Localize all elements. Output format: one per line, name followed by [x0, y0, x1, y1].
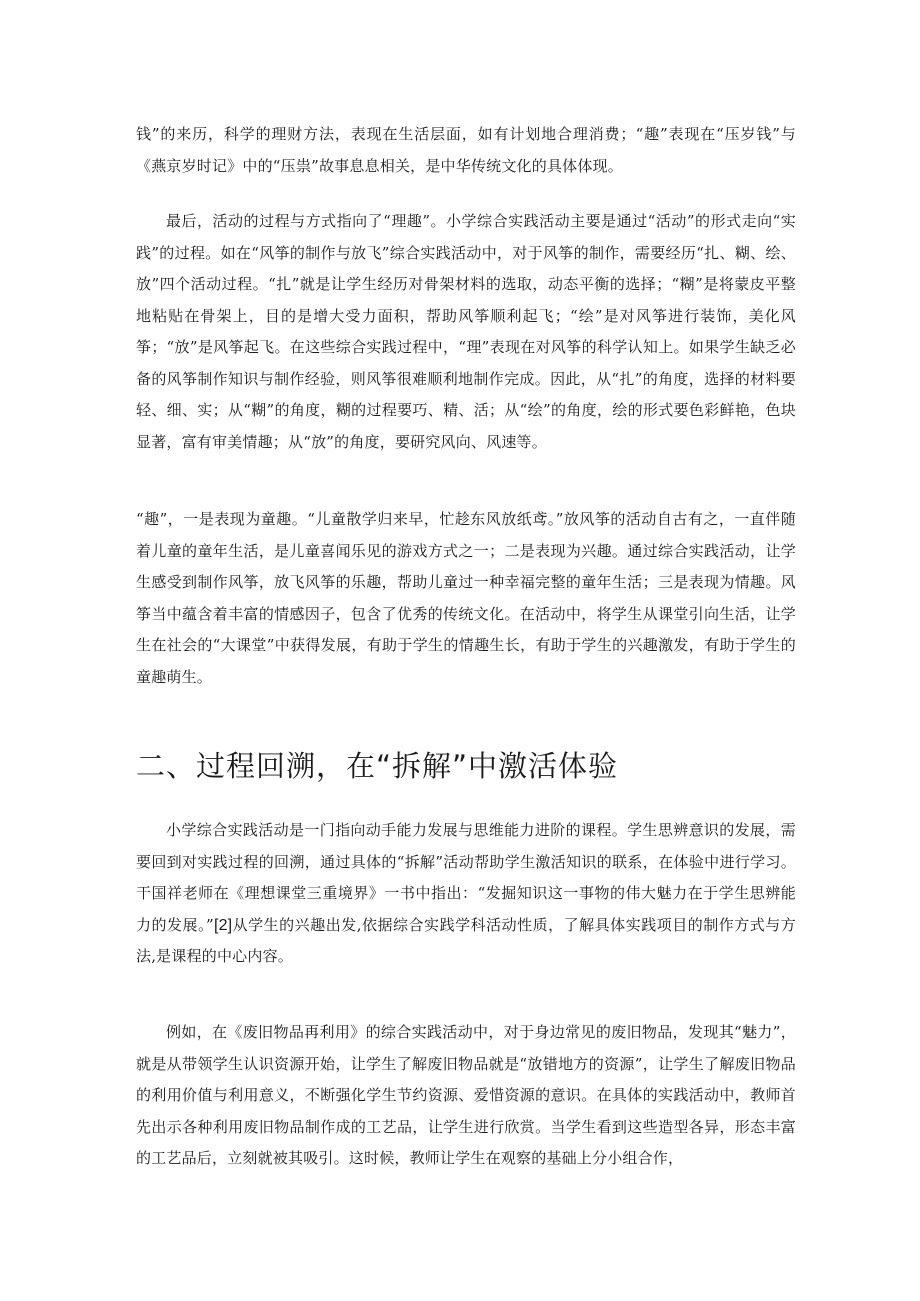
citation-reference: [2] [213, 916, 233, 934]
paragraph-process-review [136, 815, 796, 973]
paragraph-kite-fun: “趣”，一是表现为童趣。“儿童散学归来早，忙趁东风放纸鸢。”放风筝的活动自古有之，一直伴随着儿童的童年生活，是儿童喜闻乐见的游戏方式之一；二是表现为兴趣。通过综合实践活动，让学生感受到制作风筝，放飞风筝的乐趣，帮助儿童过一种幸福完整的童年生活；三是表现为情趣。风筝当中蕴含着丰富的情感因子，包含了优秀的传统文化。在活动中，将学生从课堂引向生活，让学生在社会的“大课堂”中获得发展，有助于学生的情趣生长，有助于学生的兴趣激发，有助于学生的童趣萌生。 [136, 510, 796, 686]
paragraph-process-review-text-a: 小学综合实践活动是一门指向动手能力发展与思维能力进阶的课程。学生思辨意识的发展，需要回到对实践过程的回溯，通过具体的“拆解”活动帮助学生激活知识的联系，在体验中进行学习。干国祥老师在《理想课堂三重境界》一书中指出：“发掘知识这一事物的伟大魅力在于学生思辨能力的发展。” [136, 821, 796, 934]
section-heading: 二、过程回溯，在“拆解”中激活体验 [136, 749, 619, 783]
paragraph-kite-process: 最后，活动的过程与方式指向了“理趣”。小学综合实践活动主要是通过“活动”的形式走向“实践”的过程。如在“风筝的制作与放飞”综合实践活动中，对于风筝的制作，需要经历“扎、糊、绘、放”四个活动过程。“扎”就是让学生经历对骨架材料的选取，动态平衡的选择；“糊”是将蒙皮平整地粘贴在骨架上，目的是增大受力面积，帮助风筝顺利起飞；“绘”是对风筝进行装饰，美化风筝；“放”是风筝起飞。在这些综合实践过程中，“理”表现在对风筝的科学认知上。如果学生缺乏必备的风筝制作知识与制作经验，则风筝很难顺利地制作完成。因此，从“扎”的角度，选择的材料要轻、细、实；从“糊”的角度，糊的过程要巧、精、活；从“绘”的角度，绘的形式要色彩鲜艳，色块显著，富有审美情趣；从“放”的角度，要研究风向、风速等。 [136, 212, 796, 451]
paragraph-waste-reuse: 例如，在《废旧物品再利用》的综合实践活动中，对于身边常见的废旧物品，发现其“魅力”，就是从带领学生认识资源开始，让学生了解废旧物品就是“放错地方的资源”，让学生了解废旧物品的利用价值与利用意义，不断强化学生节约资源、爱惜资源的意识。在具体的实践活动中，教师首先出示各种利用废旧物品制作成的工艺品，让学生进行欣赏。当学生看到这些造型各异，形态丰富的工艺品后，立刻就被其吸引。这时候，教师让学生在观察的基础上分小组合作， [136, 1023, 796, 1167]
paragraph-pressure-money: 钱”的来历，科学的理财方法，表现在生活层面，如有计划地合理消费；“趣”表现在“压岁钱”与《燕京岁时记》中的“压祟”故事息息相关，是中华传统文化的具体体现。 [136, 125, 796, 175]
paragraph-process-review-text-b: 从学生的兴趣出发,依据综合实践学科活动性质，了解具体实践项目的制作方式与方法,是课程的中心内容。 [136, 915, 797, 965]
